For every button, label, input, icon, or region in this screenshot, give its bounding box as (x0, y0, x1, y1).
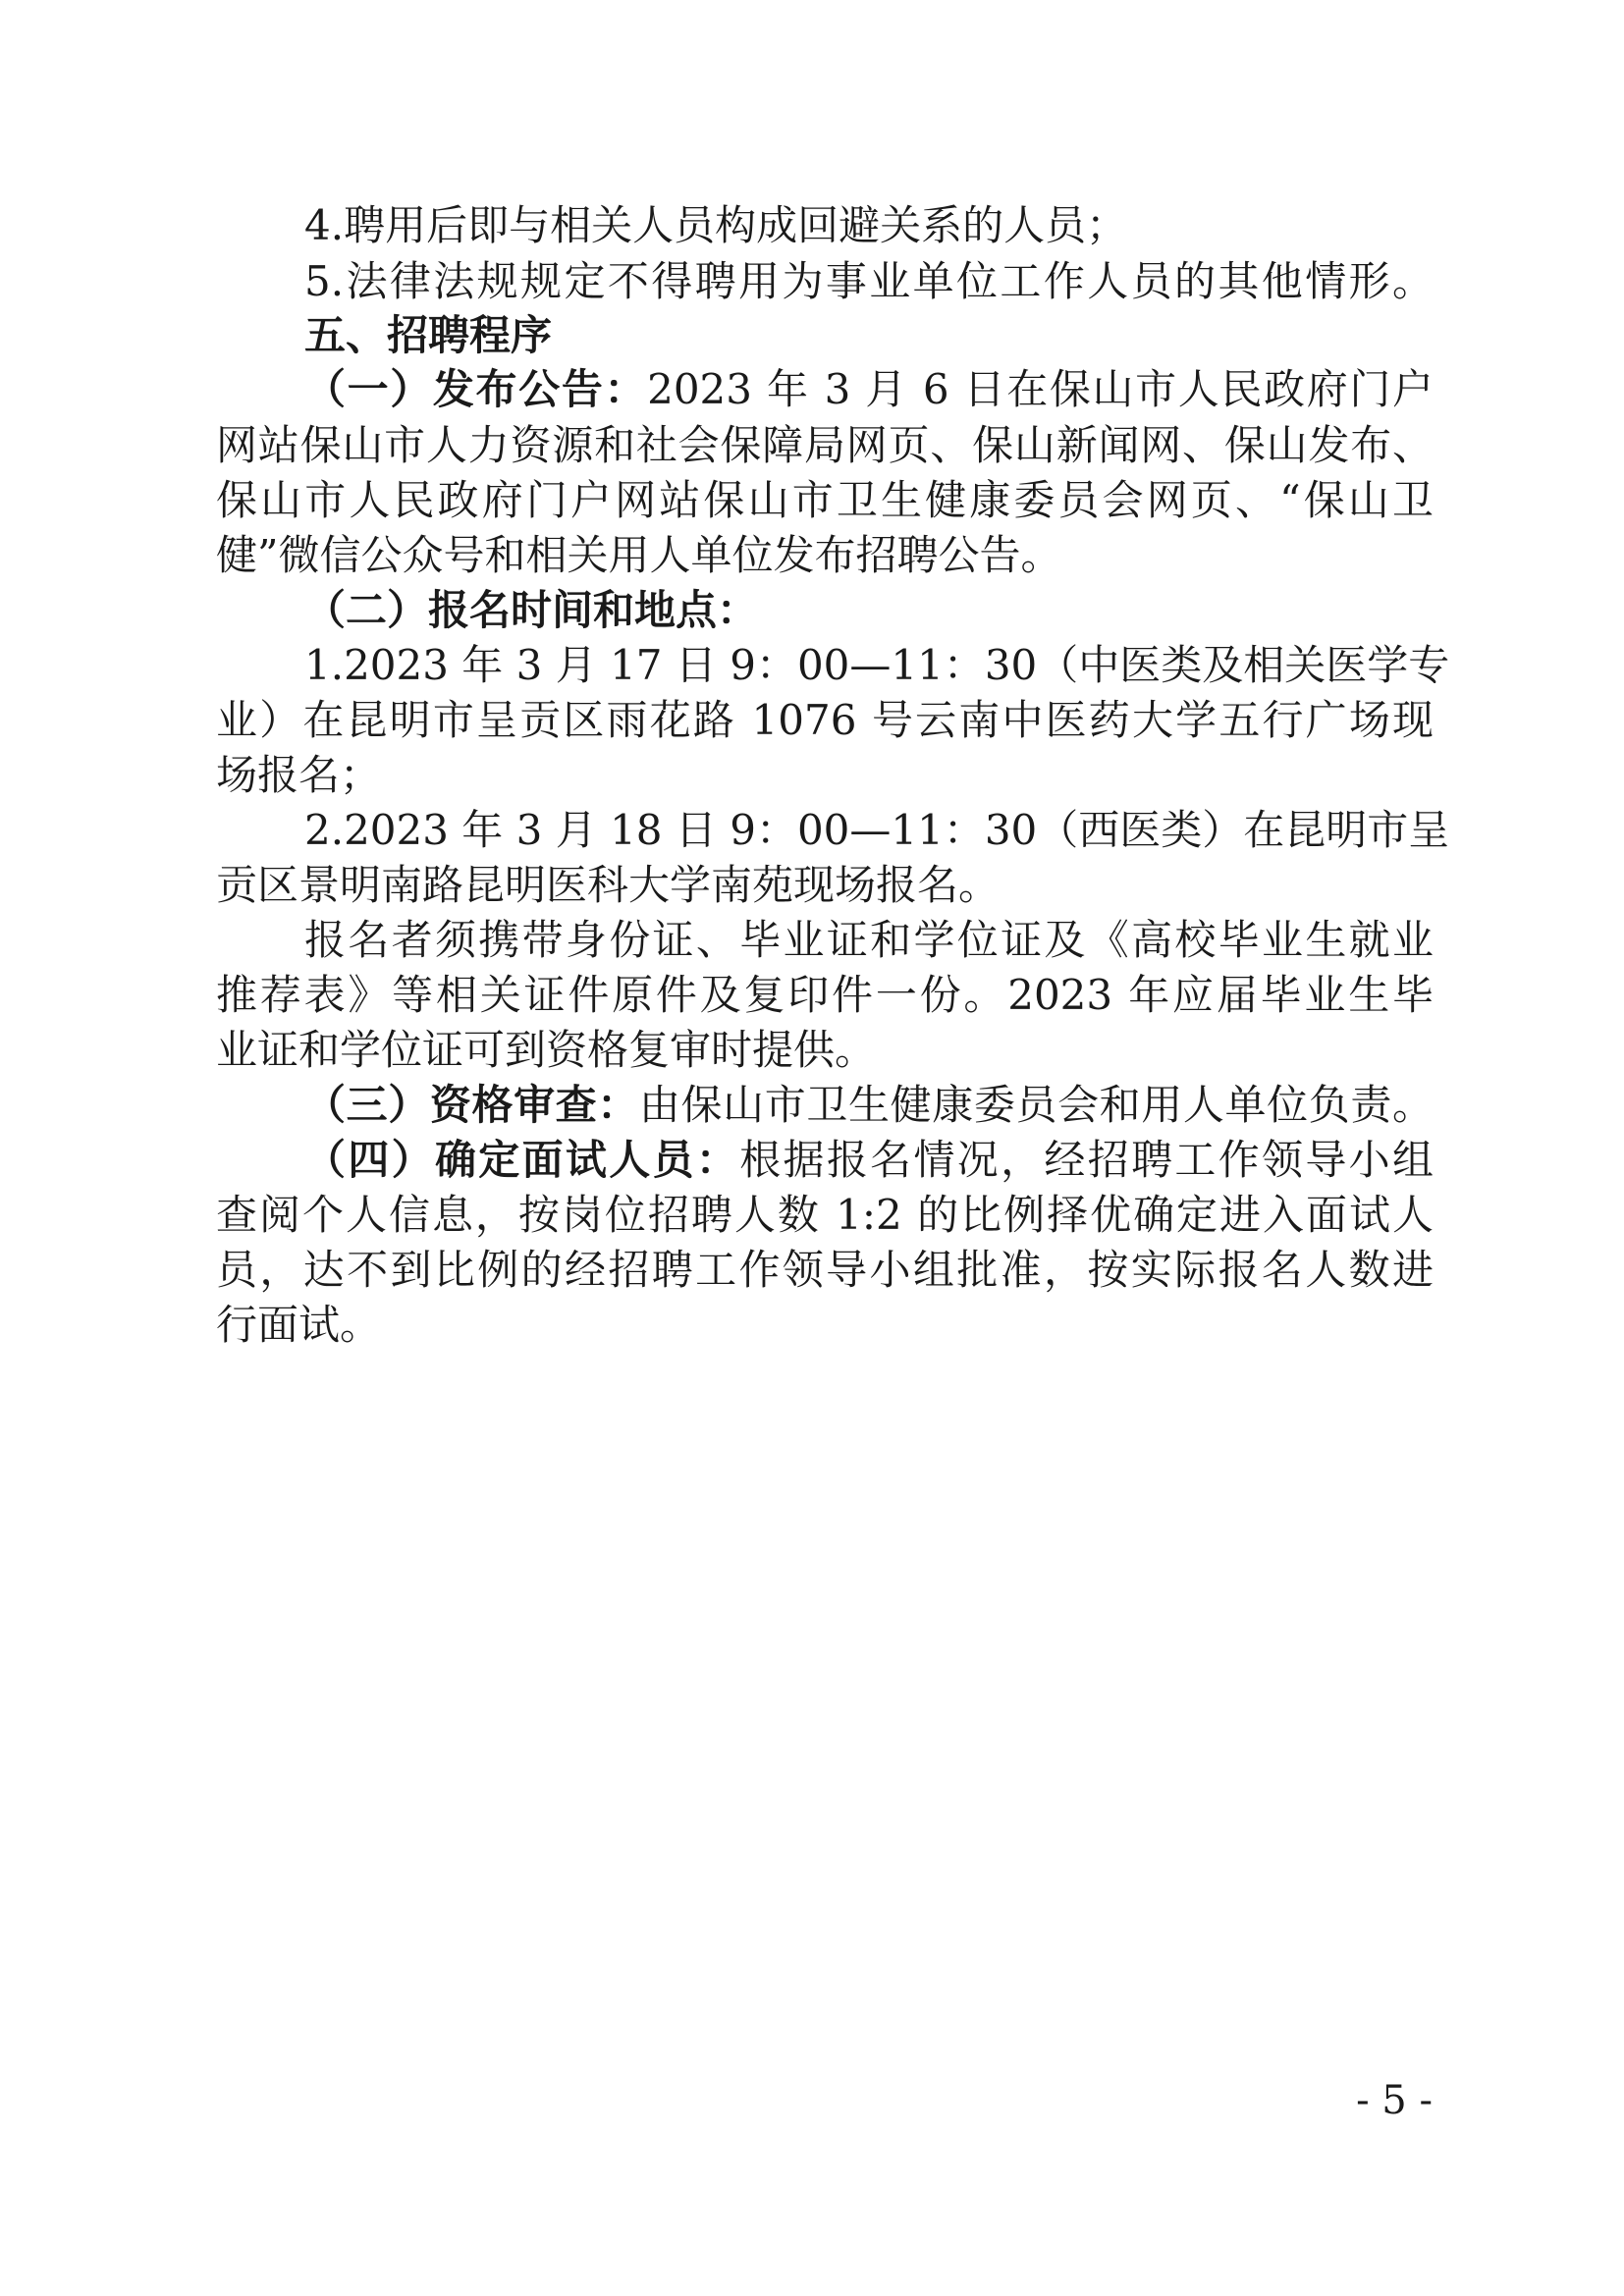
subsection-label: （四）确定面试人员： (304, 1136, 740, 1184)
line-text: 保山市人民政府门户网站保山市卫生健康委员会网页、“保山卫 (216, 476, 1434, 524)
line-text: 2.2023 年 3 月 18 日 9：00—11：30（西医类）在昆明市呈 (304, 806, 1450, 854)
line-text: 5.法律法规规定不得聘用为事业单位工作人员的其他情形。 (304, 257, 1434, 305)
line-text: 查阅个人信息，按岗位招聘人数 1:2 的比例择优确定进入面试人 (216, 1191, 1434, 1239)
line-text: 4.聘用后即与相关人员构成回避关系的人员； (304, 201, 1128, 249)
heading-text: 五、招聘程序 (304, 311, 553, 359)
line-text: 网站保山市人力资源和社会保障局网页、保山新闻网、保山发布、 (216, 421, 1434, 469)
line-text: 业证和学位证可到资格复审时提供。 (216, 1026, 877, 1074)
page-number: - 5 - (1356, 2078, 1433, 2123)
line-text: 业）在昆明市呈贡区雨花路 1076 号云南中医药大学五行广场现 (216, 696, 1434, 744)
line-text: 报名者须携带身份证、毕业证和学位证及《高校毕业生就业 (304, 916, 1434, 964)
line-text: 推荐表》等相关证件原件及复印件一份。2023 年应届毕业生毕 (216, 971, 1434, 1019)
line-text: 贡区景明南路昆明医科大学南苑现场报名。 (216, 861, 1001, 909)
line-text: 由保山市卫生健康委员会和用人单位负责。 (638, 1081, 1434, 1129)
subsection-label: （三）资格审查： (304, 1081, 639, 1129)
line-text: 场报名； (216, 751, 382, 799)
line-text: 行面试。 (216, 1301, 382, 1349)
line-text: 健”微信公众号和相关用人单位发布招聘公告。 (216, 531, 1062, 579)
line-text: 1.2023 年 3 月 17 日 9：00—11：30（中医类及相关医学专 (304, 641, 1450, 689)
subsection-label: （二）报名时间和地点： (304, 586, 759, 634)
line-text: 员，达不到比例的经招聘工作领导小组批准，按实际报名人数进 (216, 1246, 1434, 1294)
line-text: 根据报名情况，经招聘工作领导小组 (739, 1136, 1434, 1184)
paragraph-line (216, 1284, 1434, 1366)
subsection-label: （一）发布公告： (304, 365, 648, 413)
line-text: 2023 年 3 月 6 日在保山市人民政府门户 (647, 365, 1434, 413)
